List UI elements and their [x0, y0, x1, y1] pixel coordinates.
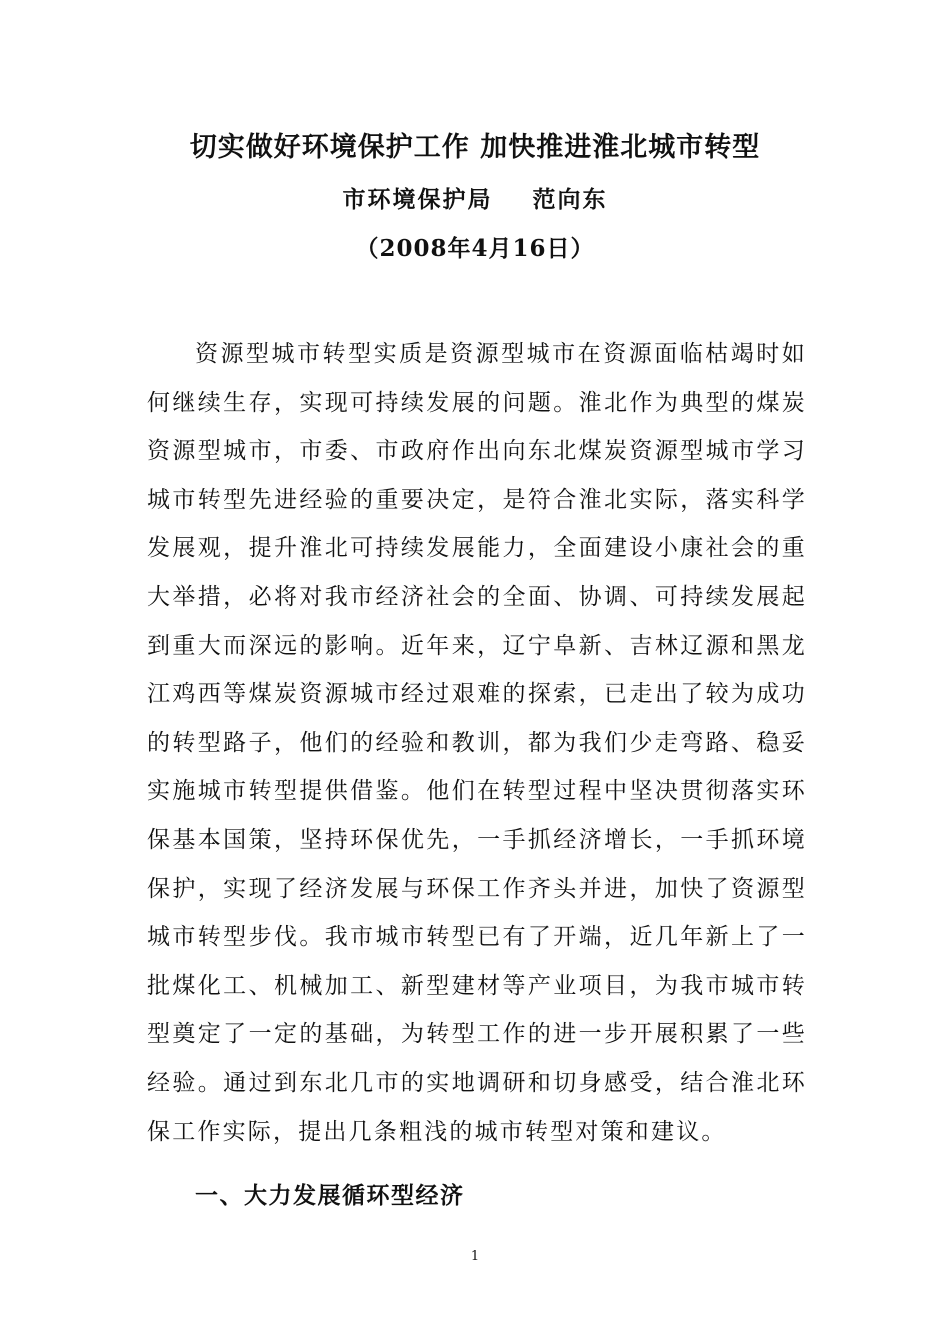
document-title: 切实做好环境保护工作 加快推进淮北城市转型 [189, 132, 761, 163]
body-paragraph: 资源型城市转型实质是资源型城市在资源面临枯竭时如何继续生存，实现可持续发展的问题。淮北作为典型的煤炭资源型城市，市委、市政府作出向东北煤炭资源型城市学习城市转型先进经验的重要决定，是符合淮北实际，落实科学发展观，提升淮北可持续发展能力，全面建设小康社会的重大举措，必将对我市经济社会的全面、协调、可持续发展起到重大而深远的影响。近年来，辽宁阜新、吉林辽源和黑龙江鸡西等煤炭资源城市经过艰难的探索，已走出了较为成功的转型路子，他们的经验和教训，都为我们少走弯路、稳妥实施城市转型提供借鉴。他们在转型过程中坚决贯彻落实环保基本国策，坚持环保优先，一手抓经济增长，一手抓环境保护，实现了经济发展与环保工作齐头并进，加快了资源型城市转型步伐。我市城市转型已有了开端，近几年新上了一批煤化工、机械加工、新型建材等产业项目，为我市城市转型奠定了一定的基础，为转型工作的进一步开展积累了一些经验。通过到东北几市的实地调研和切身感受，结合淮北环保工作实际，提出几条粗浅的城市转型对策和建议。 [147, 341, 807, 1145]
document-date: （2008年4月16日） [355, 235, 595, 262]
section-heading: 一、大力发展循环型经济 [195, 1183, 465, 1209]
page-number: 1 [470, 1249, 480, 1264]
author-line: 市环境保护局 范向东 [342, 186, 608, 213]
